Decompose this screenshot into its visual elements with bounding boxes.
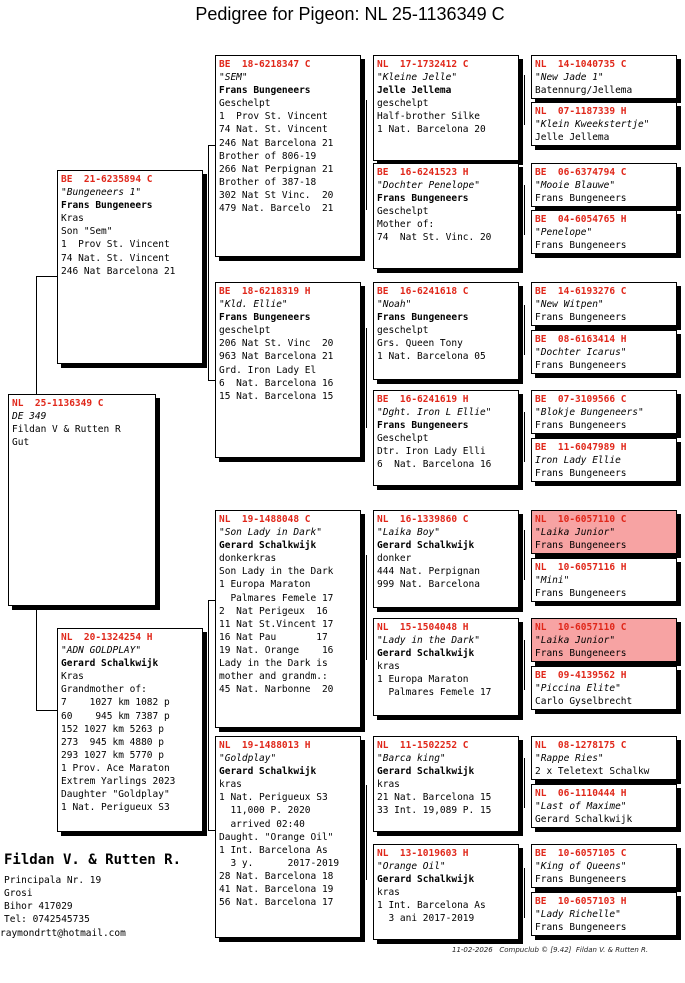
pigeon-detail: 1 Nat. Barcelona 20 [377,124,486,136]
connector-line [524,75,525,125]
ring-number: BE 16-6241523 H [377,167,469,178]
ring-number: NL 10-6057116 H [535,562,627,573]
pigeon-card [531,784,677,828]
pigeon-detail: 1 Int. Barcelona As [377,900,486,912]
pigeon-detail: Daught. "Orange Oil" [219,831,334,843]
pigeon-card [57,628,203,832]
breeder-name: Gerard Schalkwijk [219,540,317,552]
pigeon-card [531,736,677,780]
pigeon-detail: 41 Nat. Barcelona 19 [219,884,334,896]
pigeon-detail: 74 Nat St. Vinc. 20 [377,232,492,244]
pigeon-card [531,163,677,207]
ring-number: BE 21-6235894 C [61,174,153,185]
ring-number: BE 18-6218319 H [219,286,311,297]
pigeon-name: "Orange Oil" [377,861,446,873]
pigeon-detail: 74 Nat. St. Vincent [219,124,328,136]
pigeon-detail: kras [377,887,400,899]
ring-number: NL 14-1040735 C [535,59,627,70]
ring-number: BE 14-6193276 C [535,286,627,297]
pigeon-card [373,163,519,269]
pigeon-detail: Frans Bungeneers [535,360,627,372]
pigeon-card [531,666,677,710]
pigeon-detail: 74 Nat. St. Vincent [61,252,170,264]
pigeon-detail: 16 Nat Pau 17 [219,631,328,643]
pigeon-detail: geschelpt [219,325,271,337]
pigeon-card [531,618,677,662]
ring-number: NL 08-1278175 C [535,740,627,751]
owner-line: Tel: 0742545735 [4,914,90,925]
pigeon-detail: Palmares Femele 17 [377,687,492,699]
pigeon-detail: 293 1027 km 5770 p [61,749,164,761]
pigeon-detail: Frans Bungeneers [535,874,627,886]
ring-number: BE 04-6054765 H [535,214,627,225]
pigeon-card [215,55,361,257]
pigeon-name: "New Witpen" [535,299,604,311]
breeder-name: Frans Bungeneers [219,312,311,324]
ring-number: NL 25-1136349 C [12,398,104,409]
pigeon-name: "Kld. Ellie" [219,299,288,311]
pigeon-detail: 2 Nat Perigeux 16 [219,605,328,617]
pigeon-detail: 11 Nat St.Vincent 17 [219,618,334,630]
ring-number: NL 16-1339860 C [377,514,469,525]
pigeon-detail: 7 1027 km 1082 p [61,697,170,709]
ring-number: BE 08-6163414 H [535,334,627,345]
breeder-name: Frans Bungeneers [61,200,153,212]
pigeon-detail: 273 945 km 4880 p [61,736,164,748]
pigeon-detail: Gut [12,437,30,449]
pigeon-detail: Geschelpt [219,98,271,110]
pigeon-detail: Frans Bungeneers [535,540,627,552]
ring-number: BE 10-6057103 H [535,896,627,907]
owner-line: Bihor 417029 [4,901,73,912]
pigeon-detail: 246 Nat Barcelona 21 [219,137,334,149]
pigeon-detail: donkerkras [219,553,277,565]
connector-line [208,145,209,380]
pigeon-card [531,390,677,434]
pigeon-name: "Laika Junior" [535,527,616,539]
ring-number: NL 17-1732412 C [377,59,469,70]
ring-number: BE 18-6218347 C [219,59,311,70]
pigeon-detail: Son Lady in the Dark [219,566,334,578]
connector-line [366,555,367,660]
breeder-name: Gerard Schalkwijk [377,540,475,552]
ring-number: BE 09-4139562 H [535,670,627,681]
breeder-name: Frans Bungeneers [377,420,469,432]
ring-number: NL 10-6057110 C [535,514,627,525]
pigeon-name: "Son Lady in Dark" [219,527,322,539]
pigeon-detail: 1 Int. Barcelona As [219,844,328,856]
pigeon-detail: 11,000 P. 2020 [219,805,311,817]
pigeon-card [373,618,519,716]
pigeon-detail: donker [377,553,412,565]
breeder-name: Frans Bungeneers [377,312,469,324]
pigeon-detail: 6 Nat. Barcelona 16 [377,459,492,471]
pigeon-name: "Piccina Elite" [535,683,621,695]
pigeon-detail: Dtr. Iron Lady Elli [377,446,486,458]
pigeon-detail: Frans Bungeneers [535,420,627,432]
pigeon-name: "Lady in the Dark" [377,635,480,647]
pigeon-card [531,438,677,482]
connector-line [524,640,525,690]
pigeon-detail: Carlo Gyselbrecht [535,696,633,708]
pigeon-name: "Dght. Iron L Ellie" [377,407,492,419]
pigeon-detail: 963 Nat Barcelona 21 [219,351,334,363]
owner-line: Principala Nr. 19 [4,875,102,886]
pigeon-detail: geschelpt [377,98,429,110]
pigeon-detail: 21 Nat. Barcelona 15 [377,792,492,804]
connector-line [366,100,367,210]
ring-number: BE 06-6374794 C [535,167,627,178]
pigeon-name: "Laika Junior" [535,635,616,647]
owner-line: Grosi [4,888,33,899]
pigeon-detail: 19 Nat. Orange 16 [219,644,334,656]
footer-credit: 11-02-2026 Compuclub © [9.42] Fildan V. & Rutten R. [452,946,649,954]
connector-line [36,276,58,277]
ring-number: BE 07-3109566 C [535,394,627,405]
pigeon-detail: 479 Nat. Barcelo 21 [219,203,334,215]
ring-number: BE 11-6047989 H [535,442,627,453]
pigeon-detail: Batennurg/Jellema [535,85,633,97]
pigeon-name: "King of Queens" [535,861,627,873]
pigeon-detail: Frans Bungeneers [535,468,627,480]
connector-line [36,710,58,711]
pigeon-detail: 444 Nat. Perpignan [377,566,480,578]
pigeon-name: "ADN GOLDPLAY" [61,645,142,657]
connector-line [366,328,367,428]
pigeon-detail: Kras [61,671,84,683]
breeder-name: Frans Bungeneers [219,85,311,97]
connector-line [524,758,525,808]
pigeon-detail: 1 Europa Maraton [219,579,311,591]
pigeon-detail: Brother of 387-18 [219,176,317,188]
ring-number: NL 06-1110444 H [535,788,627,799]
pigeon-detail: Daughter "Goldplay" [61,789,170,801]
pigeon-name: "Laika Boy" [377,527,440,539]
pigeon-card [373,282,519,380]
connector-line [524,530,525,580]
pigeon-card [531,330,677,374]
pigeon-detail: 1 Prov St. Vincent [61,239,170,251]
pigeon-detail: 2 x Teletext Schalkw [535,766,650,778]
pigeon-detail: 56 Nat. Barcelona 17 [219,897,334,909]
pigeon-detail: Frans Bungeneers [535,312,627,324]
connector-line [366,785,367,880]
owner-name: Fildan V. & Rutten R. [4,852,182,868]
pigeon-detail: Frans Bungeneers [535,588,627,600]
pigeon-detail: Son "Sem" [61,226,113,238]
pigeon-name: "Blokje Bungeneers" [535,407,644,419]
pigeon-card [531,282,677,326]
breeder-name: Gerard Schalkwijk [377,874,475,886]
pigeon-card [531,892,677,936]
pigeon-detail: kras [219,779,242,791]
pigeon-detail: Brother of 806-19 [219,150,317,162]
ring-number: NL 11-1502252 C [377,740,469,751]
pigeon-name: "Bungeneers 1" [61,187,142,199]
pigeon-detail: 302 Nat St Vinc. 20 [219,189,334,201]
pigeon-detail: 28 Nat. Barcelona 18 [219,870,334,882]
pigeon-name: DE 349 [12,411,47,423]
pigeon-detail: Extrem Yarlings 2023 [61,776,176,788]
pigeon-card [215,736,361,938]
pigeon-detail: 152 1027 km 5263 p [61,723,164,735]
pigeon-card [531,844,677,888]
pigeon-name: "Dochter Icarus" [535,347,627,359]
pigeon-card [531,55,677,99]
pigeon-card [215,510,361,728]
breeder-name: Gerard Schalkwijk [61,658,159,670]
pigeon-detail: Mother of: [377,219,435,231]
pigeon-detail: 33 Int. 19,089 P. 15 [377,805,492,817]
pigeon-detail: Geschelpt [377,433,429,445]
pigeon-detail: arrived 02:40 [219,818,305,830]
ring-number: BE 10-6057105 C [535,848,627,859]
pigeon-name: "Lady Richelle" [535,909,621,921]
page-title: Pedigree for Pigeon: NL 25-1136349 C [195,4,505,24]
pigeon-detail: Grd. Iron Lady El [219,364,317,376]
pigeon-name: "Klein Kweekstertje" [535,119,650,131]
ring-number: NL 07-1187339 H [535,106,627,117]
pigeon-detail: kras [377,779,400,791]
pigeon-card [531,210,677,254]
pigeon-detail: 3 y. 2017-2019 [219,857,340,869]
pigeon-name: "Barca king" [377,753,446,765]
ring-number: BE 16-6241618 C [377,286,469,297]
pigeon-detail: Jelle Jellema [535,132,610,144]
breeder-name: Gerard Schalkwijk [377,766,475,778]
pigeon-name: "SEM" [219,72,248,84]
ring-number: NL 19-1488013 H [219,740,311,751]
connector-line [208,600,209,830]
pigeon-detail: Gerard Schalkwijk [535,814,633,826]
pigeon-detail: Grs. Queen Tony [377,338,463,350]
pigeon-card [373,510,519,608]
breeder-name: Gerard Schalkwijk [377,648,475,660]
pigeon-detail: Frans Bungeneers [535,193,627,205]
ring-number: NL 19-1488048 C [219,514,311,525]
connector-line [524,185,525,235]
ring-number: NL 20-1324254 H [61,632,153,643]
owner-address [4,874,101,926]
ring-number: NL 10-6057110 C [535,622,627,633]
pigeon-detail: 3 ani 2017-2019 [377,913,475,925]
pigeon-detail: Frans Bungeneers [535,240,627,252]
pigeon-detail: 1 Nat. Perigueux S3 [219,792,328,804]
pigeon-detail: 246 Nat Barcelona 21 [61,265,176,277]
pigeon-name: "Mini" [535,575,570,587]
breeder-name: Frans Bungeneers [377,193,469,205]
pigeon-card [57,170,203,364]
pigeon-detail: 6 Nat. Barcelona 16 [219,377,334,389]
pigeon-name: "Penelope" [535,227,593,239]
pigeon-detail: 1 Nat. Barcelona 05 [377,351,486,363]
pigeon-card [373,55,519,161]
pigeon-detail: Palmares Femele 17 [219,592,334,604]
pigeon-detail: 60 945 km 7387 p [61,710,170,722]
breeder-name: Jelle Jellema [377,85,452,97]
pigeon-detail: 266 Nat Perpignan 21 [219,163,334,175]
pigeon-name: "Dochter Penelope" [377,180,480,192]
pigeon-name: "Rappe Ries" [535,753,604,765]
pigeon-detail: 1 Europa Maraton [377,674,469,686]
pigeon-name: "Mooie Blauwe" [535,180,616,192]
pigeon-detail: 45 Nat. Narbonne 20 [219,684,334,696]
pigeon-detail: Grandmother of: [61,684,147,696]
pigeon-detail: Lady in the Dark is [219,658,328,670]
ring-number: NL 15-1504048 H [377,622,469,633]
breeder-name: Gerard Schalkwijk [219,766,317,778]
pigeon-card [215,282,361,458]
pigeon-detail: geschelpt [377,325,429,337]
pigeon-name: "Noah" [377,299,412,311]
pigeon-name: "New Jade 1" [535,72,604,84]
pigeon-detail: Frans Bungeneers [535,648,627,660]
pigeon-card [8,394,156,606]
pigeon-detail: kras [377,661,400,673]
pigeon-card [531,558,677,602]
pigeon-detail: Geschelpt [377,206,429,218]
pigeon-name: "Kleine Jelle" [377,72,458,84]
pigeon-name: Iron Lady Ellie [535,455,621,467]
pigeon-detail: 1 Prov. Ace Maraton [61,762,170,774]
pigeon-detail: Half-brother Silke [377,111,480,123]
pigeon-name: "Goldplay" [219,753,277,765]
pigeon-detail: Fildan V & Rutten R [12,424,121,436]
pigeon-detail: 15 Nat. Barcelona 15 [219,390,334,402]
pigeon-detail: 1 Nat. Perigueux S3 [61,802,170,814]
connector-line [524,412,525,462]
owner-email: raymondrtt@hotmail.com [0,928,126,939]
pigeon-detail: 206 Nat St. Vinc 20 [219,338,334,350]
connector-line [524,305,525,355]
ring-number: BE 16-6241619 H [377,394,469,405]
pigeon-card [531,102,677,146]
pigeon-card [373,390,519,486]
pigeon-card [373,844,519,940]
pigeon-detail: Kras [61,213,84,225]
pigeon-detail: Frans Bungeneers [535,922,627,934]
pigeon-detail: mother and grandm.: [219,671,328,683]
pigeon-name: "Last of Maxime" [535,801,627,813]
ring-number: NL 13-1019603 H [377,848,469,859]
pigeon-detail: 1 Prov St. Vincent [219,111,328,123]
connector-line [524,868,525,918]
pigeon-detail: 999 Nat. Barcelona [377,579,480,591]
pigeon-card [531,510,677,554]
pigeon-card [373,736,519,832]
